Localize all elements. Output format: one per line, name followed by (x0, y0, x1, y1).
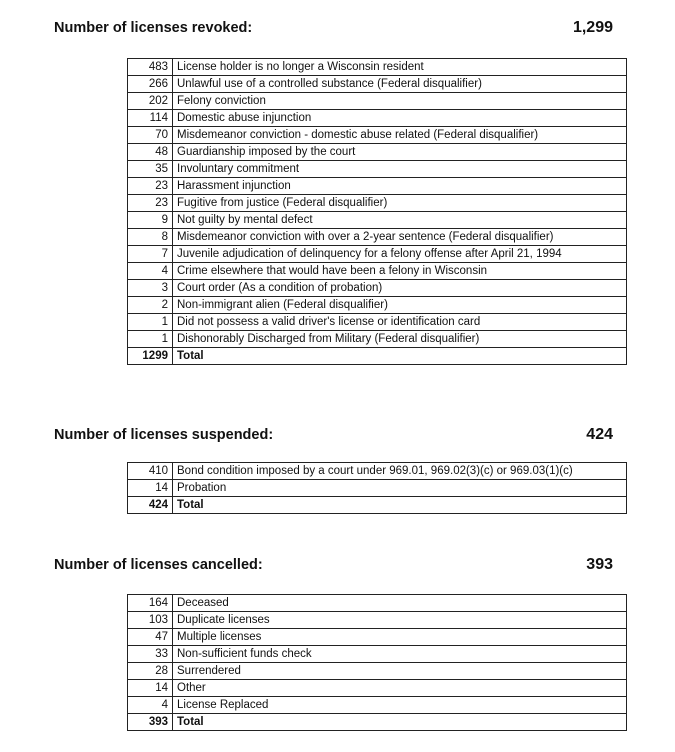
table-row (128, 331, 627, 348)
total-label: Total (173, 497, 627, 514)
row-count: 33 (128, 646, 173, 663)
revoked-table (127, 58, 627, 365)
table-row (128, 480, 627, 497)
table-row (128, 697, 627, 714)
row-count: 4 (128, 697, 173, 714)
revoked-total: 1,299 (572, 19, 613, 36)
row-count: 103 (128, 612, 173, 629)
table-row (128, 195, 627, 212)
row-count: 70 (128, 127, 173, 144)
revoked-heading: Number of licenses revoked: (54, 20, 253, 36)
total-row (128, 497, 627, 514)
table-row (128, 59, 627, 76)
row-reason: Court order (As a condition of probation) (173, 280, 627, 297)
cancelled-table (127, 594, 627, 731)
total-row (128, 714, 627, 731)
row-count: 28 (128, 663, 173, 680)
row-count: 114 (128, 110, 173, 127)
row-count: 8 (128, 229, 173, 246)
row-count: 164 (128, 595, 173, 612)
row-reason: Felony conviction (173, 93, 627, 110)
row-reason: Domestic abuse injunction (173, 110, 627, 127)
row-reason: Bond condition imposed by a court under 969.01, 969.02(3)(c) or 969.03(1)(c) (173, 463, 627, 480)
row-count: 23 (128, 178, 173, 195)
total-count: 1299 (128, 348, 173, 365)
suspended-total: 424 (586, 426, 613, 443)
total-count: 424 (128, 497, 173, 514)
table-row (128, 76, 627, 93)
row-reason: License Replaced (173, 697, 627, 714)
row-count: 4 (128, 263, 173, 280)
row-count: 35 (128, 161, 173, 178)
row-reason: Dishonorably Discharged from Military (Federal disqualifier) (173, 331, 627, 348)
table-row (128, 629, 627, 646)
row-reason: Other (173, 680, 627, 697)
row-count: 23 (128, 195, 173, 212)
row-count: 48 (128, 144, 173, 161)
row-reason: Multiple licenses (173, 629, 627, 646)
table-row (128, 663, 627, 680)
row-count: 7 (128, 246, 173, 263)
row-reason: Involuntary commitment (173, 161, 627, 178)
row-reason: Duplicate licenses (173, 612, 627, 629)
table-row (128, 280, 627, 297)
table-row (128, 246, 627, 263)
table-row (128, 463, 627, 480)
total-row (128, 348, 627, 365)
table-row (128, 229, 627, 246)
row-count: 1 (128, 331, 173, 348)
row-count: 47 (128, 629, 173, 646)
row-reason: Unlawful use of a controlled substance (Federal disqualifier) (173, 76, 627, 93)
row-count: 2 (128, 297, 173, 314)
table-row (128, 314, 627, 331)
row-count: 266 (128, 76, 173, 93)
table-row (128, 212, 627, 229)
table-row (128, 93, 627, 110)
table-row (128, 263, 627, 280)
row-reason: Fugitive from justice (Federal disqualifier) (173, 195, 627, 212)
cancelled-total: 393 (586, 556, 613, 573)
suspended-table (127, 462, 627, 514)
row-count: 14 (128, 680, 173, 697)
row-count: 9 (128, 212, 173, 229)
total-label: Total (173, 348, 627, 365)
table-row (128, 595, 627, 612)
table-row (128, 127, 627, 144)
row-count: 410 (128, 463, 173, 480)
row-reason: Non-sufficient funds check (173, 646, 627, 663)
row-reason: Crime elsewhere that would have been a felony in Wisconsin (173, 263, 627, 280)
row-reason: Deceased (173, 595, 627, 612)
row-reason: Did not possess a valid driver's license or identification card (173, 314, 627, 331)
table-row (128, 110, 627, 127)
table-row (128, 297, 627, 314)
table-row (128, 612, 627, 629)
row-reason: Misdemeanor conviction with over a 2-year sentence (Federal disqualifier) (173, 229, 627, 246)
suspended-heading: Number of licenses suspended: (54, 427, 274, 443)
row-reason: Misdemeanor conviction - domestic abuse related (Federal disqualifier) (173, 127, 627, 144)
row-reason: Juvenile adjudication of delinquency for a felony offense after April 21, 1994 (173, 246, 627, 263)
table-row (128, 161, 627, 178)
row-reason: Harassment injunction (173, 178, 627, 195)
row-count: 202 (128, 93, 173, 110)
row-reason: License holder is no longer a Wisconsin resident (173, 59, 627, 76)
row-count: 14 (128, 480, 173, 497)
row-count: 1 (128, 314, 173, 331)
row-count: 3 (128, 280, 173, 297)
table-row (128, 178, 627, 195)
row-reason: Surrendered (173, 663, 627, 680)
row-count: 483 (128, 59, 173, 76)
row-reason: Not guilty by mental defect (173, 212, 627, 229)
row-reason: Probation (173, 480, 627, 497)
cancelled-heading: Number of licenses cancelled: (54, 557, 263, 573)
row-reason: Non-immigrant alien (Federal disqualifier) (173, 297, 627, 314)
total-label: Total (173, 714, 627, 731)
total-count: 393 (128, 714, 173, 731)
table-row (128, 680, 627, 697)
row-reason: Guardianship imposed by the court (173, 144, 627, 161)
table-row (128, 646, 627, 663)
table-row (128, 144, 627, 161)
